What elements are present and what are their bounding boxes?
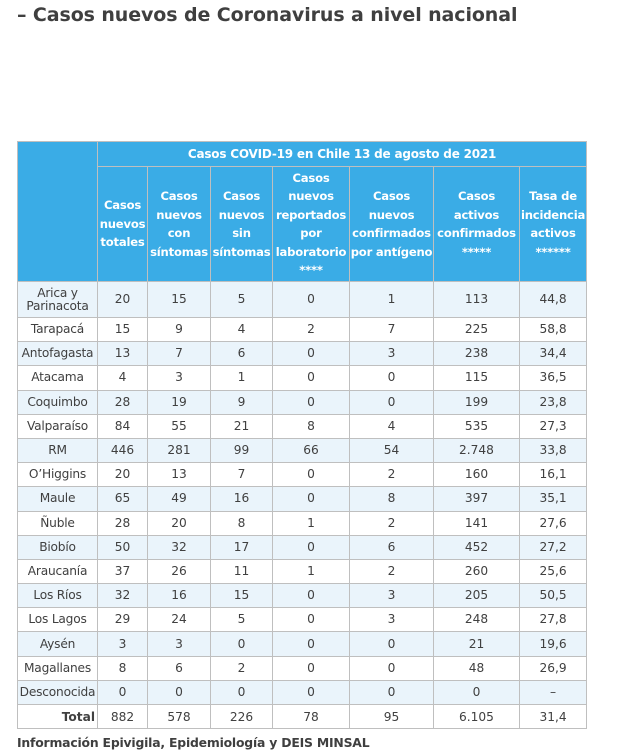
value-cell: 7 (211, 463, 273, 487)
value-cell: 2 (350, 463, 434, 487)
value-cell: 50 (98, 535, 148, 559)
value-cell: 0 (350, 656, 434, 680)
column-header: Tasa de incidencia activos ****** (520, 167, 587, 282)
value-cell: 0 (273, 366, 350, 390)
value-cell: 24 (148, 608, 211, 632)
value-cell: 6 (148, 656, 211, 680)
value-cell: 20 (148, 511, 211, 535)
value-cell: 3 (98, 632, 148, 656)
page-title: – Casos nuevos de Coronavirus a nivel nacional (17, 4, 518, 26)
region-cell: Biobío (18, 535, 98, 559)
table-row (18, 438, 587, 462)
value-cell: 4 (98, 366, 148, 390)
value-cell: 23,8 (520, 390, 587, 414)
value-cell: 0 (273, 656, 350, 680)
value-cell: 3 (350, 342, 434, 366)
table-body (18, 282, 587, 729)
value-cell: 0 (350, 680, 434, 704)
value-cell: 141 (434, 511, 520, 535)
value-cell: 49 (148, 487, 211, 511)
value-cell: 0 (273, 535, 350, 559)
value-cell: 16,1 (520, 463, 587, 487)
table-row (18, 656, 587, 680)
total-value-cell: 226 (211, 705, 273, 729)
value-cell: 225 (434, 318, 520, 342)
region-cell: Atacama (18, 366, 98, 390)
table-row (18, 680, 587, 704)
value-cell: 2.748 (434, 438, 520, 462)
table-row (18, 632, 587, 656)
value-cell: 0 (273, 632, 350, 656)
value-cell: 99 (211, 438, 273, 462)
value-cell: 16 (211, 487, 273, 511)
value-cell: 4 (211, 318, 273, 342)
region-cell: Arica y Parinacota (18, 282, 98, 318)
value-cell: 32 (98, 584, 148, 608)
value-cell: 15 (98, 318, 148, 342)
table-row (18, 366, 587, 390)
column-header-row (18, 167, 587, 282)
value-cell: 0 (350, 366, 434, 390)
value-cell: 28 (98, 390, 148, 414)
region-cell: Magallanes (18, 656, 98, 680)
value-cell: 26,9 (520, 656, 587, 680)
value-cell: 27,6 (520, 511, 587, 535)
value-cell: 2 (273, 318, 350, 342)
value-cell: 9 (211, 390, 273, 414)
value-cell: 199 (434, 390, 520, 414)
value-cell: 32 (148, 535, 211, 559)
column-header: Casos nuevos sin síntomas (211, 167, 273, 282)
value-cell: 20 (98, 463, 148, 487)
value-cell: 8 (211, 511, 273, 535)
value-cell: 27,8 (520, 608, 587, 632)
value-cell: 26 (148, 559, 211, 583)
value-cell: 48 (434, 656, 520, 680)
value-cell: 13 (148, 463, 211, 487)
total-value-cell: 78 (273, 705, 350, 729)
table-row (18, 318, 587, 342)
header-corner (18, 142, 98, 282)
value-cell: 0 (273, 282, 350, 318)
region-cell: O’Higgins (18, 463, 98, 487)
value-cell: 27,3 (520, 414, 587, 438)
value-cell: 7 (350, 318, 434, 342)
table-row (18, 463, 587, 487)
value-cell: 3 (148, 632, 211, 656)
value-cell: 4 (350, 414, 434, 438)
table-row (18, 390, 587, 414)
value-cell: 0 (211, 632, 273, 656)
total-value-cell: 882 (98, 705, 148, 729)
region-cell: Los Lagos (18, 608, 98, 632)
region-cell: Aysén (18, 632, 98, 656)
value-cell: 1 (273, 511, 350, 535)
region-cell: Tarapacá (18, 318, 98, 342)
value-cell: 34,4 (520, 342, 587, 366)
table-row (18, 559, 587, 583)
value-cell: 7 (148, 342, 211, 366)
value-cell: 238 (434, 342, 520, 366)
table-row (18, 487, 587, 511)
region-cell: Desconocida (18, 680, 98, 704)
value-cell: 0 (98, 680, 148, 704)
value-cell: 3 (350, 608, 434, 632)
table-row (18, 535, 587, 559)
total-value-cell: 95 (350, 705, 434, 729)
table-row (18, 414, 587, 438)
value-cell: 0 (273, 680, 350, 704)
column-header: Casos activos confirmados ***** (434, 167, 520, 282)
value-cell: 6 (350, 535, 434, 559)
value-cell: 21 (211, 414, 273, 438)
table-row (18, 511, 587, 535)
value-cell: 65 (98, 487, 148, 511)
value-cell: 2 (211, 656, 273, 680)
value-cell: 1 (350, 282, 434, 318)
value-cell: 8 (98, 656, 148, 680)
value-cell: 1 (273, 559, 350, 583)
value-cell: 6 (211, 342, 273, 366)
value-cell: 3 (350, 584, 434, 608)
value-cell: 452 (434, 535, 520, 559)
value-cell: 0 (273, 390, 350, 414)
table-row (18, 282, 587, 318)
total-value-cell: 578 (148, 705, 211, 729)
value-cell: 13 (98, 342, 148, 366)
value-cell: 397 (434, 487, 520, 511)
value-cell: 446 (98, 438, 148, 462)
value-cell: 19 (148, 390, 211, 414)
value-cell: 66 (273, 438, 350, 462)
value-cell: 281 (148, 438, 211, 462)
value-cell: 5 (211, 282, 273, 318)
region-cell: Ñuble (18, 511, 98, 535)
value-cell: 25,6 (520, 559, 587, 583)
region-cell: Coquimbo (18, 390, 98, 414)
value-cell: 36,5 (520, 366, 587, 390)
value-cell: 2 (350, 511, 434, 535)
value-cell: 0 (273, 584, 350, 608)
value-cell: 535 (434, 414, 520, 438)
total-row (18, 705, 587, 729)
value-cell: 15 (148, 282, 211, 318)
value-cell: 8 (273, 414, 350, 438)
total-label: Total (18, 705, 98, 729)
value-cell: 3 (148, 366, 211, 390)
value-cell: 50,5 (520, 584, 587, 608)
value-cell: 0 (273, 487, 350, 511)
value-cell: 33,8 (520, 438, 587, 462)
region-cell: Los Ríos (18, 584, 98, 608)
value-cell: 44,8 (520, 282, 587, 318)
value-cell: 0 (350, 632, 434, 656)
value-cell: 0 (148, 680, 211, 704)
total-value-cell: 31,4 (520, 705, 587, 729)
value-cell: 28 (98, 511, 148, 535)
column-header: Casos nuevos con síntomas (148, 167, 211, 282)
value-cell: 0 (273, 342, 350, 366)
value-cell: 19,6 (520, 632, 587, 656)
value-cell: 54 (350, 438, 434, 462)
value-cell: 260 (434, 559, 520, 583)
value-cell: 248 (434, 608, 520, 632)
value-cell: 0 (434, 680, 520, 704)
value-cell: 37 (98, 559, 148, 583)
value-cell: 27,2 (520, 535, 587, 559)
region-cell: RM (18, 438, 98, 462)
table-row (18, 608, 587, 632)
value-cell: 113 (434, 282, 520, 318)
value-cell: 1 (211, 366, 273, 390)
value-cell: 35,1 (520, 487, 587, 511)
value-cell: 205 (434, 584, 520, 608)
region-cell: Valparaíso (18, 414, 98, 438)
value-cell: 21 (434, 632, 520, 656)
table-row (18, 342, 587, 366)
value-cell: 11 (211, 559, 273, 583)
total-value-cell: 6.105 (434, 705, 520, 729)
value-cell: 0 (350, 390, 434, 414)
value-cell: 55 (148, 414, 211, 438)
value-cell: 5 (211, 608, 273, 632)
value-cell: 115 (434, 366, 520, 390)
value-cell: – (520, 680, 587, 704)
table-row (18, 584, 587, 608)
covid-cases-table (17, 141, 587, 729)
value-cell: 17 (211, 535, 273, 559)
value-cell: 160 (434, 463, 520, 487)
column-header: Casos nuevos confirmados por antígeno (350, 167, 434, 282)
value-cell: 0 (211, 680, 273, 704)
column-header: Casos nuevos reportados por laboratorio **** (273, 167, 350, 282)
value-cell: 16 (148, 584, 211, 608)
source-note: Información Epivigila, Epidemiología y DEIS MINSAL (17, 735, 370, 750)
value-cell: 9 (148, 318, 211, 342)
value-cell: 29 (98, 608, 148, 632)
value-cell: 0 (273, 608, 350, 632)
value-cell: 58,8 (520, 318, 587, 342)
region-cell: Antofagasta (18, 342, 98, 366)
value-cell: 15 (211, 584, 273, 608)
table-title: Casos COVID-19 en Chile 13 de agosto de 2021 (98, 142, 587, 167)
value-cell: 0 (273, 463, 350, 487)
region-cell: Araucanía (18, 559, 98, 583)
value-cell: 84 (98, 414, 148, 438)
region-cell: Maule (18, 487, 98, 511)
value-cell: 2 (350, 559, 434, 583)
value-cell: 20 (98, 282, 148, 318)
value-cell: 8 (350, 487, 434, 511)
column-header: Casos nuevos totales (98, 167, 148, 282)
